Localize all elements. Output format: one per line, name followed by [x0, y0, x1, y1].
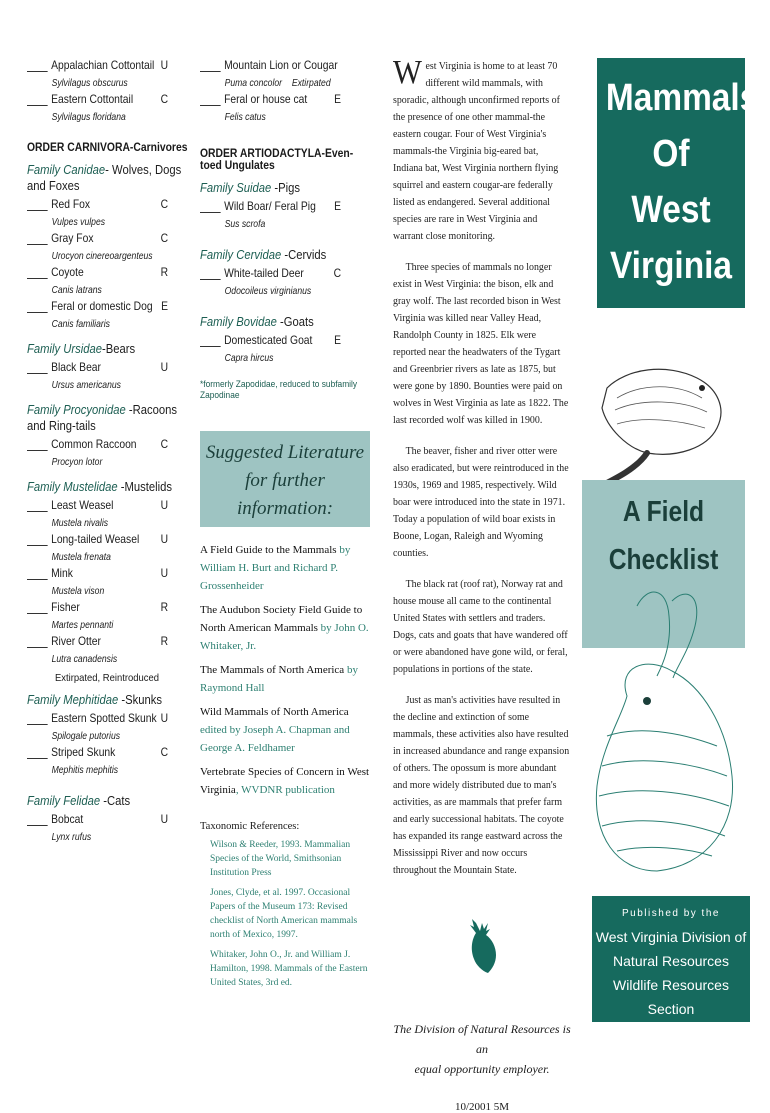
- family-heading: [27, 479, 189, 495]
- species-name: Striped Skunk: [51, 745, 116, 759]
- status-code: C: [160, 437, 169, 451]
- order-heading: ORDER CARNIVORA-Carnivores: [27, 142, 188, 154]
- checkbox-line[interactable]: [27, 603, 48, 614]
- species-row: [27, 360, 190, 379]
- reference-item: Wilson & Reeder, 1993. Mammalian Species of the World, Smithsonian Institution Press: [210, 840, 351, 878]
- cover-title-box: [597, 58, 759, 308]
- book-author: by William H. Burt and Richard P. Grossenheider: [200, 544, 351, 592]
- checkbox-line[interactable]: [27, 268, 48, 279]
- family-heading: [200, 314, 362, 330]
- family-heading: [27, 341, 189, 357]
- species-row: [27, 265, 190, 284]
- family-name: Family Suidae: [200, 181, 272, 195]
- family-common: - Wolves, Dogs and Foxes: [27, 163, 182, 193]
- publisher-line-3: Wildlife Resources Section: [613, 977, 729, 1017]
- scientific-name: Sylvilagus floridana: [51, 111, 126, 123]
- scientific-name: Mustela nivalis: [51, 517, 109, 529]
- species-row: [27, 92, 190, 111]
- checkbox-line[interactable]: [27, 535, 48, 546]
- eoe-line-1: The Division of Natural Resources is an: [393, 1022, 571, 1056]
- scientific-name: Mustela vison: [51, 585, 105, 597]
- scientific-name: Mustela frenata: [51, 551, 111, 563]
- cover-title-line-4: Virginia: [609, 245, 733, 287]
- family-heading: [27, 402, 189, 434]
- literature-title-line-1: Suggested Literature: [205, 442, 365, 463]
- eoe-statement: [393, 1019, 571, 1079]
- species-row: [200, 199, 363, 218]
- checkbox-line[interactable]: [27, 200, 48, 211]
- species-row: [27, 231, 190, 250]
- scientific-name: Procyon lotor: [51, 456, 103, 468]
- scientific-name: Canis latrans: [51, 284, 102, 296]
- reference-item: Jones, Clyde, et al. 1997. Occasional Papers of the Museum 173: Revised checklist of North American mammals north of Mexico, 1997.: [210, 888, 358, 940]
- scientific-name: Canis familiaris: [51, 318, 110, 330]
- species-row: [27, 812, 190, 831]
- family-common: -Cats: [100, 794, 131, 808]
- family-name: Family Felidae: [27, 794, 101, 808]
- species-name: Common Raccoon: [51, 437, 137, 451]
- species-row: [27, 634, 190, 653]
- literature-item: [200, 541, 370, 595]
- status-code: U: [160, 58, 169, 72]
- scientific-name: Martes pennanti: [51, 619, 114, 631]
- family-common: -Goats: [276, 315, 314, 329]
- family-heading: [27, 692, 189, 708]
- literature-item: [200, 601, 370, 655]
- cover-title-line-3: West: [631, 189, 711, 231]
- literature-heading-box: [200, 431, 370, 527]
- status-code: E: [334, 92, 342, 106]
- species-row: [27, 437, 190, 456]
- checklist-column-1: [27, 58, 187, 846]
- family-common: -Racoons and Ring-tails: [27, 403, 178, 433]
- paragraph-text: est Virginia is home to at least 70 different wild mammals, with sporadic, although unconfirmed reports of the presence of one other mammal-the eastern cougar. Four of West Virginia's mammals-the Virginia big-eared bat, Indiana bat, West Virginia northern flying squirrel and eastern cougar-are federally listed as endangered. Several additional species are rare in West Virginia and warrant close monitoring.: [393, 60, 560, 242]
- publisher-line-2: Natural Resources: [613, 953, 729, 969]
- checkbox-line[interactable]: [27, 815, 48, 826]
- status-code: C: [160, 92, 169, 106]
- species-row: [27, 532, 190, 551]
- species-row: [27, 566, 190, 585]
- literature-item: [200, 661, 370, 697]
- published-by-label: Published by the: [622, 908, 720, 919]
- book-author: , WVDNR publication: [235, 784, 335, 796]
- status-code: C: [333, 266, 342, 280]
- species-name: Bobcat: [51, 812, 84, 826]
- checkbox-line[interactable]: [200, 61, 221, 72]
- publisher-line-1: West Virginia Division of: [595, 929, 747, 945]
- family-heading: [200, 180, 362, 196]
- checkbox-line[interactable]: [27, 569, 48, 580]
- flying-squirrel-illustration: [587, 348, 747, 498]
- checkbox-line[interactable]: [27, 714, 48, 725]
- print-date: 10/2001 5M: [454, 1101, 510, 1113]
- footnote: *formerly Zapodidae, reduced to subfamily Zapodinae: [200, 379, 358, 401]
- reference-item: Whitaker, John O., Jr. and William J. Hamilton, 1998. Mammals of the Eastern United States, 3rd ed.: [210, 950, 368, 988]
- status-code: R: [160, 600, 169, 614]
- family-heading: [27, 793, 189, 809]
- checkbox-line[interactable]: [27, 637, 48, 648]
- book-title: The Audubon Society Field Guide to North American Mammals: [200, 604, 363, 634]
- publisher-box: [592, 896, 750, 1022]
- species-row: [27, 299, 190, 318]
- species-name: Appalachian Cottontail: [51, 58, 155, 72]
- family-name: Family Mephitidae: [27, 693, 119, 707]
- status-code: C: [160, 745, 169, 759]
- literature-item: [200, 763, 370, 799]
- status-code: U: [160, 360, 169, 374]
- species-name: Black Bear: [51, 360, 101, 374]
- family-heading: [200, 247, 362, 263]
- lion-sci: Puma concolor: [224, 77, 283, 89]
- drop-cap: W: [393, 54, 422, 91]
- status-code: U: [160, 812, 169, 826]
- status-code: E: [334, 199, 342, 213]
- species-name: White-tailed Deer: [224, 266, 304, 280]
- scientific-name: Odocoileus virginianus: [224, 285, 312, 297]
- checkbox-line[interactable]: [200, 336, 221, 347]
- checklist-column-2: [200, 58, 370, 990]
- species-row: [27, 58, 190, 77]
- species-name: Coyote: [51, 265, 84, 279]
- family-common: -Pigs: [271, 181, 301, 195]
- species-name: Fisher: [51, 600, 80, 614]
- checkbox-line[interactable]: [200, 202, 221, 213]
- order-heading: ORDER ARTIODACTYLA-Even-toed Ungulates: [200, 148, 354, 172]
- species-name: River Otter: [51, 634, 101, 648]
- status-code: U: [160, 711, 169, 725]
- checkbox-line[interactable]: [27, 440, 48, 451]
- book-author: by Raymond Hall: [200, 664, 358, 694]
- scientific-name: Mephitis mephitis: [51, 764, 119, 776]
- species-row: [27, 745, 190, 764]
- intro-column: [393, 54, 571, 1113]
- species-name: Mink: [51, 566, 73, 580]
- family-common: -Bears: [102, 342, 136, 356]
- family-name: Family Mustelidae: [27, 480, 118, 494]
- cover-title-line-1: Mammals: [605, 77, 759, 119]
- status-text: Extirpated: [291, 77, 331, 89]
- book-title: The Mammals of North America: [200, 664, 345, 676]
- species-row: [27, 498, 190, 517]
- book-title: Wild Mammals of North America: [200, 706, 349, 718]
- intro-paragraph-2: Three species of mammals no longer exist in West Virginia: the bison, elk and gray wolf. The last recorded bison in West Virginia was killed near Valley Head, Randolph County in 1825. Elk were reported near the headwaters of the Tygart and Greenbrier rivers as late as 1875, but were gone by 1890. Bounties were paid on wolves in West Virginia as late as 1822. The last recorded wolf was killed in 1900.: [393, 261, 569, 426]
- species-name: Eastern Spotted Skunk: [51, 711, 157, 725]
- checkbox-line[interactable]: [27, 234, 48, 245]
- checkbox-line[interactable]: [27, 302, 48, 313]
- literature-title-line-2: for further information:: [236, 470, 334, 519]
- status-code: R: [160, 265, 169, 279]
- species-name: Gray Fox: [51, 231, 94, 245]
- scientific-name: [200, 77, 389, 92]
- family-name: Family Ursidae: [27, 342, 103, 356]
- deer-logo-icon: [462, 919, 502, 975]
- checkbox-line[interactable]: [200, 269, 221, 280]
- references-heading: Taxonomic References:: [200, 821, 300, 832]
- status-code: U: [160, 498, 169, 512]
- scientific-name: Urocyon cinereoargenteus: [51, 250, 153, 262]
- family-name: Family Procyonidae: [27, 403, 126, 417]
- subtitle-line-1: A Field: [622, 496, 705, 528]
- checkbox-line[interactable]: [27, 95, 48, 106]
- species-name: Red Fox: [51, 197, 91, 211]
- literature-item: [200, 703, 370, 757]
- species-row: [200, 333, 363, 352]
- status-code: C: [160, 197, 169, 211]
- family-common: -Skunks: [118, 693, 163, 707]
- family-heading: [27, 162, 189, 194]
- scientific-name: Vulpes vulpes: [51, 216, 106, 228]
- subtitle-line-2: Checklist: [608, 544, 719, 576]
- scientific-name: Sylvilagus obscurus: [51, 77, 128, 89]
- species-name: Long-tailed Weasel: [51, 532, 140, 546]
- species-row: [27, 711, 190, 730]
- cover-title-line-2: Of: [652, 133, 690, 175]
- status-code: R: [160, 634, 169, 648]
- intro-paragraph-3: The beaver, fisher and river otter were also eradicated, but were reintroduced in the 1930s, 1969 and 1985, respectively. Wild boar were introduced into the state in 1971. Today a population of wild boar exists in Boone, Logan, Raleigh and Wyoming counties.: [393, 445, 569, 559]
- family-common: -Mustelids: [117, 480, 173, 494]
- checkbox-line[interactable]: [27, 501, 48, 512]
- intro-paragraph-5: Just as man's activities have resulted in the decline and extinction of some mammals, these activities also have resulted in increased abundance and range expansion of others. The opossum is more abundant and more widely distributed due to man's activities, as are mammals that prefer farm and early successional habitats. The coyote has expanded its range eastward across the Mississippi River and now occurs throughout the Mountain State.: [393, 694, 570, 876]
- species-row: [200, 92, 363, 111]
- status-code: U: [160, 566, 169, 580]
- family-name: Family Canidae: [27, 163, 106, 177]
- species-name: Wild Boar/ Feral Pig: [224, 199, 316, 213]
- scientific-name: Sus scrofa: [224, 218, 266, 230]
- species-name: Mountain Lion or Cougar: [224, 58, 338, 72]
- scientific-name: Spilogale putorius: [51, 730, 121, 742]
- scientific-name: Capra hircus: [224, 352, 274, 364]
- status-code: U: [160, 532, 169, 546]
- checkbox-line[interactable]: [200, 95, 221, 106]
- book-author: edited by Joseph A. Chapman and George A. Feldhamer: [200, 724, 350, 754]
- checkbox-line[interactable]: [27, 363, 48, 374]
- literature-list: [200, 541, 370, 799]
- species-name: Domesticated Goat: [224, 333, 313, 347]
- scientific-name: Felis catus: [224, 111, 266, 123]
- species-row: [200, 266, 363, 285]
- family-common: -Cervids: [281, 248, 327, 262]
- cover-column: [595, 58, 759, 1017]
- family-name: Family Cervidae: [200, 248, 282, 262]
- intro-paragraph-1: [393, 54, 569, 245]
- scientific-name: Lynx rufus: [51, 831, 92, 843]
- species-name: Eastern Cottontail: [51, 92, 134, 106]
- checkbox-line[interactable]: [27, 748, 48, 759]
- eoe-line-2: equal opportunity employer.: [414, 1062, 550, 1076]
- species-name: Feral or house cat: [224, 92, 308, 106]
- family-name: Family Bovidae: [200, 315, 277, 329]
- species-row: [27, 197, 190, 216]
- intro-paragraph-4: The black rat (roof rat), Norway rat and house mouse all came to the continental United States with settlers and traders. Dogs, cats and goats that have wandered off or were abandoned have gone wild, or feral, populations in portions of the state.: [393, 578, 568, 675]
- book-title: A Field Guide to the Mammals: [200, 544, 337, 556]
- status-code: C: [160, 231, 169, 245]
- book-author: by John O. Whitaker, Jr.: [200, 622, 369, 652]
- scientific-name: Lutra canadensis: [51, 653, 118, 665]
- species-name: Least Weasel: [51, 498, 114, 512]
- species-row: [200, 58, 363, 77]
- status-code: E: [334, 333, 342, 347]
- species-name: Feral or domestic Dog: [51, 299, 153, 313]
- scientific-name: Ursus americanus: [51, 379, 121, 391]
- status-code: E: [161, 299, 169, 313]
- rabbit-illustration: [577, 586, 757, 876]
- otter-status-note: Extirpated, Reintroduced: [54, 672, 160, 684]
- book-title: Vertebrate Species of Concern in West Virginia: [200, 766, 370, 796]
- checkbox-line[interactable]: [27, 61, 48, 72]
- species-row: [27, 600, 190, 619]
